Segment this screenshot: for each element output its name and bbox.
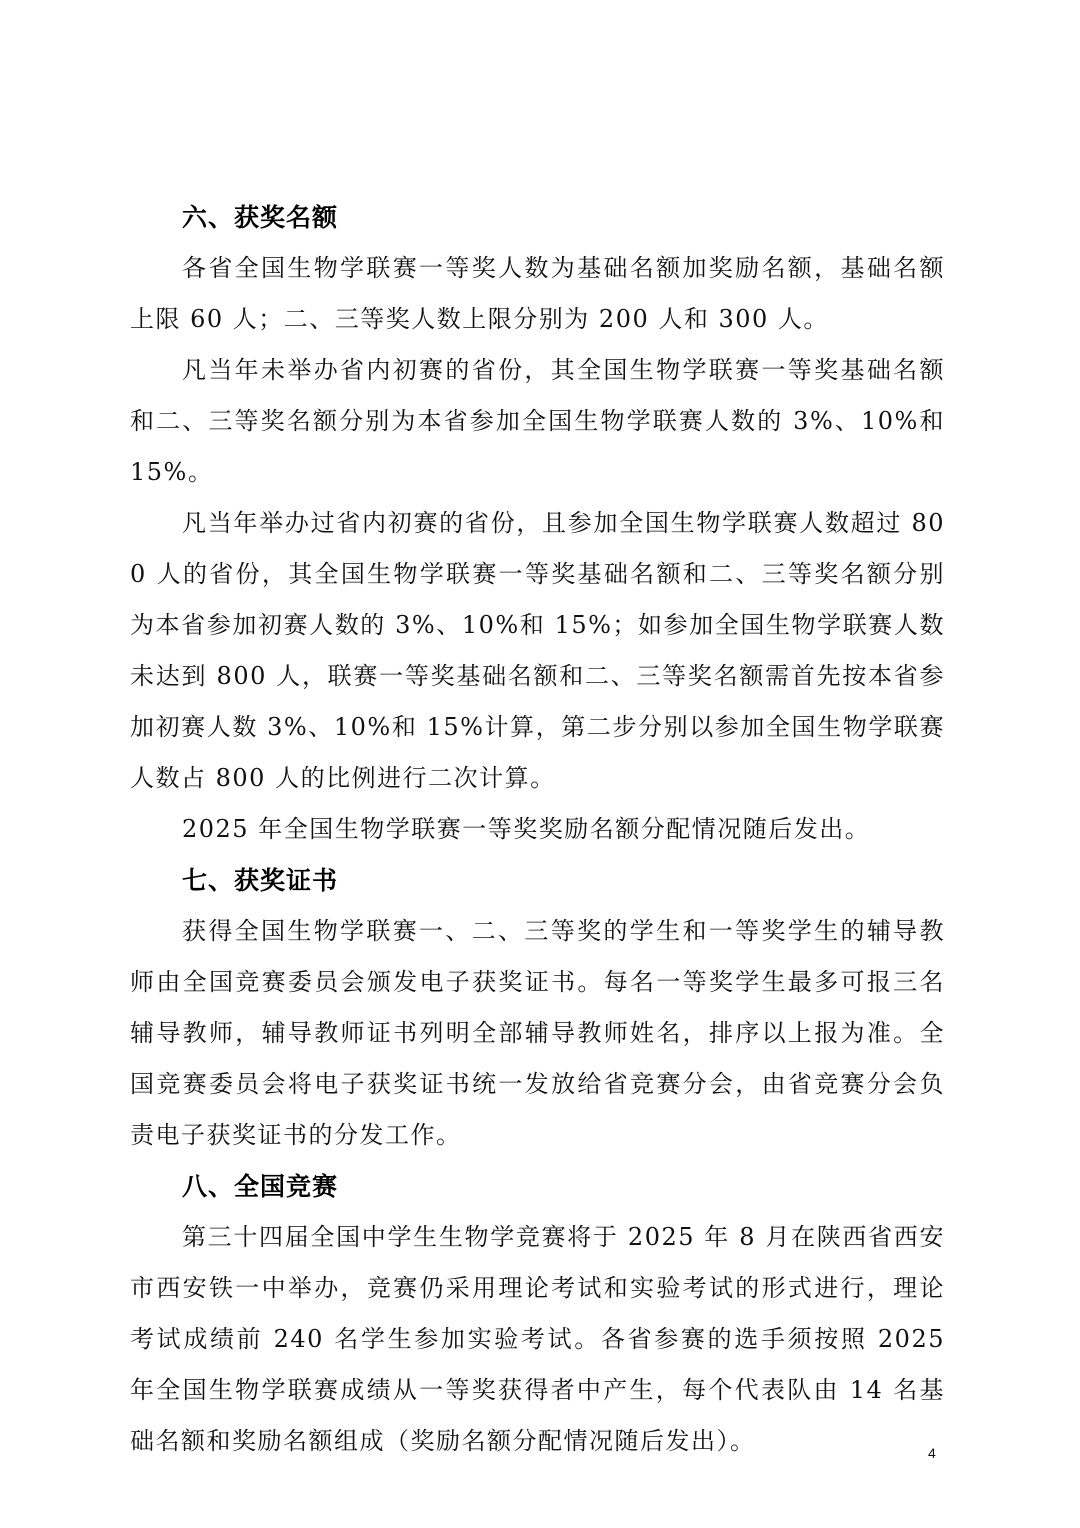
section-6-paragraph-2: 凡当年未举办省内初赛的省份，其全国生物学联赛一等奖基础名额和二、三等奖名额分别为本省参加全国生物学联赛人数的 3%、10%和 15%。 bbox=[130, 356, 945, 486]
section-heading-8: 八、全国竞赛 bbox=[182, 1172, 339, 1201]
section-6-paragraph-4: 2025 年全国生物学联赛一等奖奖励名额分配情况随后发出。 bbox=[182, 815, 871, 843]
section-heading-6: 六、获奖名额 bbox=[182, 203, 339, 232]
document-body bbox=[130, 192, 945, 1467]
section-heading-7: 七、获奖证书 bbox=[182, 866, 339, 895]
section-8-paragraph-1: 第三十四届全国中学生生物学竞赛将于 2025 年 8 月在陕西省西安市西安铁一中举办，竞赛仍采用理论考试和实验考试的形式进行，理论考试成绩前 240 名学生参加实验考试。各省参赛的选手须按照 2025 年全国生物学联赛成绩从一等奖获得者中产生，每个代表队由 14 名基础名额和奖励名额组成（奖励名额分配情况随后发出）。 bbox=[130, 1223, 945, 1455]
page-number: 4 bbox=[928, 1445, 936, 1461]
section-6-paragraph-1: 各省全国生物学联赛一等奖人数为基础名额加奖励名额，基础名额上限 60 人；二、三等奖人数上限分别为 200 人和 300 人。 bbox=[130, 254, 945, 333]
section-7-paragraph-1: 获得全国生物学联赛一、二、三等奖的学生和一等奖学生的辅导教师由全国竞赛委员会颁发电子获奖证书。每名一等奖学生最多可报三名辅导教师，辅导教师证书列明全部辅导教师姓名，排序以上报为准。全国竞赛委员会将电子获奖证书统一发放给省竞赛分会，由省竞赛分会负责电子获奖证书的分发工作。 bbox=[130, 917, 945, 1149]
section-6-paragraph-3: 凡当年举办过省内初赛的省份，且参加全国生物学联赛人数超过 800 人的省份，其全国生物学联赛一等奖基础名额和二、三等奖名额分别为本省参加初赛人数的 3%、10%和 15%；如参加全国生物学联赛人数未达到 800 人，联赛一等奖基础名额和二、三等奖名额需首先按本省参加初赛人数 3%、10%和 15%计算，第二步分别以参加全国生物学联赛人数占 800 人的比例进行二次计算。 bbox=[130, 509, 945, 792]
